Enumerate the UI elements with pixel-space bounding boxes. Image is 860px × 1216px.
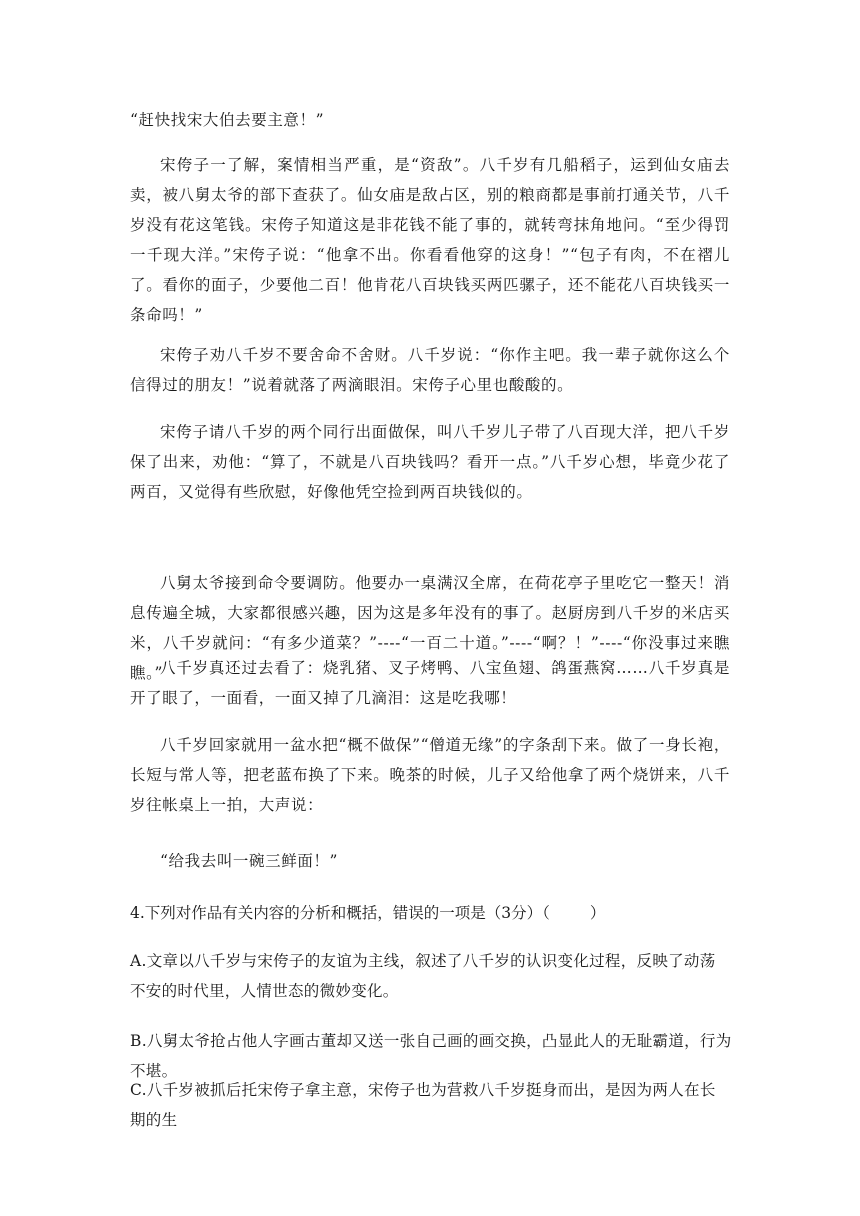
- option-a: A.文章以八千岁与宋侉子的友谊为主线，叙述了八千岁的认识变化过程，反映了动荡不安的时代里，人情世态的微妙变化。: [130, 952, 716, 1000]
- passage-paragraph-2: 宋侉子一了解，案情相当严重，是“资敌”。八千岁有几船稻子，运到仙女庙去卖，被八舅太爷的部下查获了。仙女庙是敌占区，别的粮商都是事前打通关节，八千岁没有花这笔钱。宋侉子知道这是非花钱不能了事的，就转弯抹角地问。“至少得罚一千现大洋。”宋侉子说：“他拿不出。你看看他穿的这身！”“包子有肉，不在褶儿了。看你的面子，少要他二百！他肯花八百块钱买两匹骡子，还不能花八百块钱买一条命吗！”: [130, 156, 730, 324]
- passage-paragraph-8: “给我去叫一碗三鲜面！”: [160, 852, 339, 870]
- passage-paragraph-3: 宋侉子劝八千岁不要舍命不舍财。八千岁说：“你作主吧。我一辈子就你这么个信得过的朋友！”说着就落了两滴眼泪。宋侉子心里也酸酸的。: [130, 346, 730, 394]
- question-stem: [130, 898, 730, 928]
- question-stem-text: 4.下列对作品有关内容的分析和概括，错误的一项是（3分）（: [130, 904, 550, 922]
- option-c: C.八千岁被抓后托宋侉子拿主意，宋侉子也为营救八千岁挺身而出，是因为两人在长期的生: [130, 1081, 716, 1129]
- passage-paragraph-4: 宋侉子请八千岁的两个同行出面做保，叫八千岁儿子带了八百现大洋，把八千岁保了出来，劝他：“算了，不就是八百块钱吗？看开一点。”八千岁心想，毕竟少花了两百，又觉得有些欣慰，好像他凭空捡到两百块钱似的。: [130, 423, 730, 501]
- question-stem-close: ）: [589, 904, 606, 922]
- passage-paragraph-7: 八千岁回家就用一盆水把“概不做保”“僧道无缘”的字条刮下来。做了一身长袍，长短与常人等，把老蓝布换了下来。晚茶的时候，儿子又给他拿了两个烧饼来，八千岁往帐桌上一拍，大声说：: [130, 736, 730, 814]
- passage-paragraph-5: 八舅太爷接到命令要调防。他要办一桌满汉全席，在荷花亭子里吃它一整天！消息传遍全城，大家都很感兴趣，因为这是多年没有的事了。赵厨房到八千岁的米店买米，八千岁就问：“有多少道菜？”----“一百二十道。”----“啊？！”----“你没事过来瞧瞧。”: [130, 574, 730, 682]
- passage-paragraph-1: “赶快找宋大伯去要主意！”: [130, 111, 325, 129]
- passage-paragraph-6: 八千岁真还过去看了：烧乳猪、叉子烤鸭、八宝鱼翅、鸽蛋燕窝……八千岁真是开了眼了，一面看，一面又掉了几滴泪：这是吃我哪！: [130, 659, 730, 707]
- option-b: B.八舅太爷抢占他人字画古董却又送一张自己画的画交换，凸显此人的无耻霸道，行为不堪。: [130, 1032, 732, 1080]
